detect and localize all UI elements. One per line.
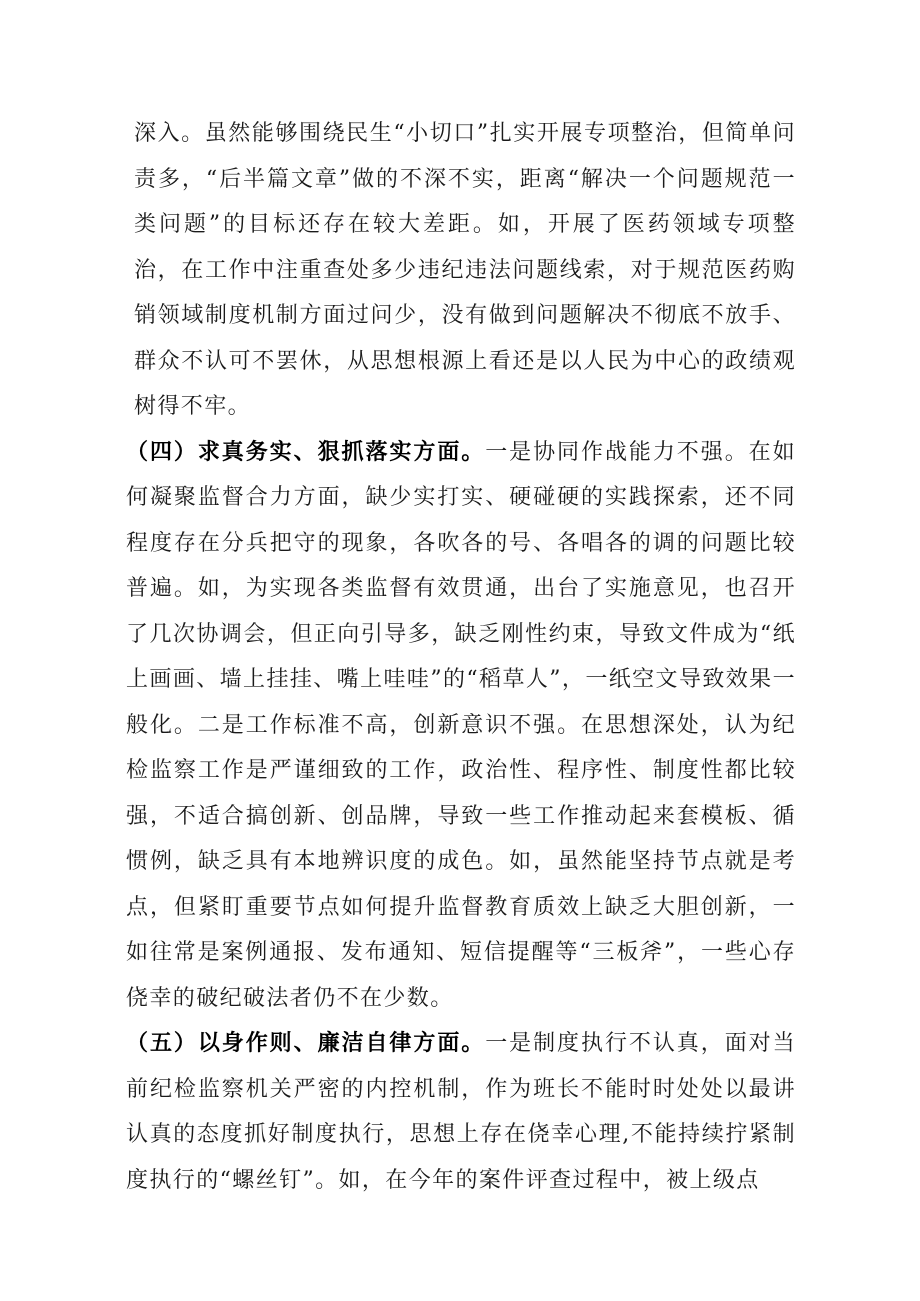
paragraph-2-heading: （四）求真务实、狠抓落实方面。: [126, 438, 486, 465]
paragraph-3: [126, 1021, 796, 1203]
paragraph-2-text: 一是协同作战能力不强。在如何凝聚监督合力方面，缺少实打实、硬碰硬的实践探索，还不同程度存在分兵把守的现象，各吹各的号、各唱各的调的问题比较普遍。如，为实现各类监督有效贯通，出台了实施意见，也召开了几次协调会，但正向引导多，缺乏刚性约束，导致文件成为“纸上画画、墙上挂挂、嘴上哇哇”的“稻草人”，一纸空文导致效果一般化。二是工作标准不高，创新意识不强。在思想深处，认为纪检监察工作是严谨细致的工作，政治性、程序性、制度性都比较强，不适合搞创新、创品牌，导致一些工作推动起来套模板、循惯例，缺乏具有本地辨识度的成色。如，虽然能坚持节点就是考点，但紧盯重要节点如何提升监督教育质效上缺乏大胆创新，一如往常是案例通报、发布通知、短信提醒等“三板斧”，一些心存侥幸的破纪破法者仍不在少数。: [126, 439, 796, 1011]
paragraph-2: [126, 430, 796, 1022]
document-body: [126, 111, 796, 1203]
paragraph-1: [134, 111, 796, 430]
paragraph-3-heading: （五）以身作则、廉洁自律方面。: [126, 1030, 486, 1056]
paragraph-3-text: 一是制度执行不认真，面对当前纪检监察机关严密的内控机制，作为班长不能时时处处以最讲认真的态度抓好制度执行，思想上存在侥幸心理,不能持续拧紧制度执行的“螺丝钉”。如，在今年的案件评查过程中，被上级点: [126, 1031, 796, 1193]
paragraph-1-text: 深入。虽然能够围绕民生“小切口”扎实开展专项整治，但简单问责多，“后半篇文章”做的不深不实，距离“解决一个问题规范一类问题”的目标还存在较大差距。如，开展了医药领域专项整治，在工作中注重查处多少违纪违法问题线索，对于规范医药购销领域制度机制方面过问少，没有做到问题解决不彻底不放手、群众不认可不罢休，从思想根源上看还是以人民为中心的政绩观树得不牢。: [134, 121, 796, 419]
